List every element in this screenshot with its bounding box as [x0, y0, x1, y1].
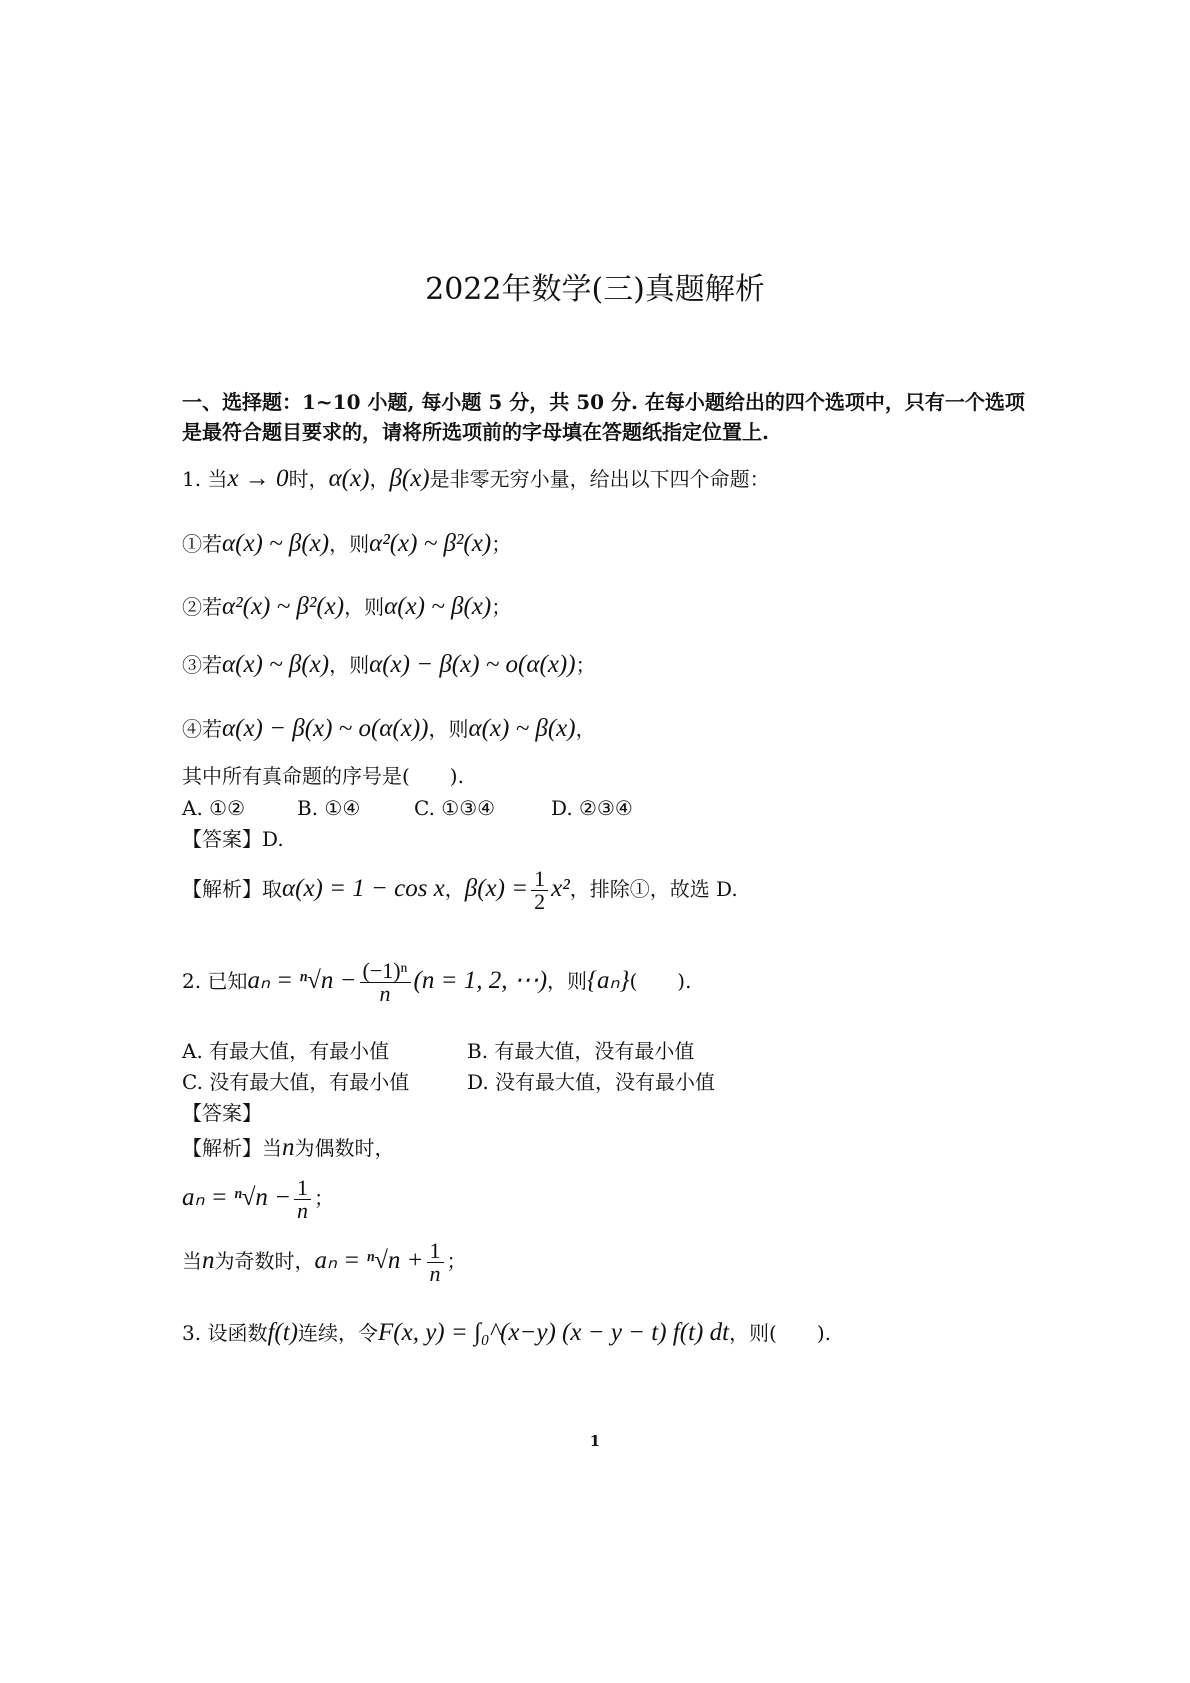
option-b: B. 有最大值，没有最小值	[467, 1039, 695, 1063]
text: 3. 设函数	[182, 1321, 268, 1345]
numerator: (−1)ⁿ	[360, 960, 411, 983]
math: f(t)	[267, 1319, 298, 1346]
text: ，则	[344, 595, 385, 619]
text: ；	[491, 595, 512, 619]
denominator: n	[379, 981, 391, 1006]
question-2-options-row2	[182, 1072, 715, 1092]
proposition-2	[182, 594, 511, 619]
question-3-stem	[182, 1320, 831, 1345]
numerator: 1	[294, 1177, 311, 1200]
denominator: n	[429, 1261, 441, 1286]
fraction	[360, 960, 411, 1005]
question-2-stem	[182, 960, 691, 1005]
page-number: 1	[589, 1432, 601, 1450]
math: {aₙ}	[587, 967, 630, 994]
math: β(x)	[389, 465, 430, 492]
text: ，	[575, 717, 596, 741]
math: F(x, y) = ∫₀^(x−y) (x − y − t) f(t) dt	[378, 1319, 730, 1346]
math: (n = 1, 2, ⋯)	[413, 967, 548, 994]
text: 时，	[288, 467, 329, 491]
text: ③若	[182, 653, 222, 677]
math: α²(x) ~ β²(x)	[222, 593, 345, 620]
text: ，则( ).	[729, 1321, 832, 1345]
section-instructions-line2: 是最符合题目要求的，请将所选项前的字母填在答题纸指定位置上.	[182, 420, 769, 444]
text: ②若	[182, 595, 222, 619]
math: α(x) ~ β(x)	[222, 530, 330, 557]
math: aₙ = ⁿ√n +	[314, 1247, 424, 1274]
text: ④若	[182, 717, 222, 741]
text: 2. 已知	[182, 969, 248, 993]
fraction	[294, 1177, 311, 1222]
section-instructions-line1: 一、选择题：1~10 小题, 每小题 5 分，共 50 分. 在每小题给出的四个选项中，只有一个选项	[182, 390, 1025, 414]
text: ；	[575, 653, 596, 677]
question-2-analysis	[182, 1135, 395, 1160]
math: α(x) − β(x) ~ o(α(x))	[222, 715, 429, 742]
option-a: A. ①②	[182, 796, 246, 820]
option-a: A. 有最大值，有最小值	[182, 1039, 390, 1063]
text: ；	[446, 1249, 467, 1273]
text: ，则	[329, 532, 370, 556]
option-d: D. 没有最大值，没有最小值	[467, 1070, 716, 1094]
question-1-stem: 1. 当x → 0时，α(x)，β(x)是非零无穷小量，给出以下四个命题：	[182, 465, 770, 492]
option-b: B. ①④	[297, 796, 361, 820]
text: ，则	[547, 969, 588, 993]
text: ，则	[329, 653, 370, 677]
even-case-formula	[182, 1177, 334, 1222]
text: 连续，令	[298, 1321, 378, 1345]
math: aₙ = ⁿ√n −	[182, 1184, 292, 1211]
option-c: C. 没有最大值，有最小值	[182, 1070, 410, 1094]
text: ①若	[182, 532, 222, 556]
math: α(x) = 1 − cos x	[282, 875, 445, 902]
text: ；	[491, 532, 512, 556]
question-1-ask: 其中所有真命题的序号是( ).	[182, 764, 464, 788]
question-2-options-row1	[182, 1041, 694, 1061]
text: 为奇数时，	[214, 1249, 315, 1273]
math: n	[282, 1134, 295, 1161]
question-1-options	[182, 798, 633, 818]
math: n	[202, 1247, 215, 1274]
proposition-4	[182, 716, 596, 741]
page-title: 2022年数学(三)真题解析	[425, 272, 765, 307]
text: ，	[444, 877, 465, 901]
proposition-1	[182, 531, 511, 556]
denominator: 2	[534, 889, 546, 914]
math: α²(x) ~ β²(x)	[369, 530, 492, 557]
math: α(x) ~ β(x)	[222, 651, 330, 678]
numerator: 1	[427, 1240, 444, 1263]
question-1-analysis	[182, 868, 738, 913]
text: ；	[314, 1186, 335, 1210]
odd-case-formula	[182, 1240, 467, 1285]
text: 是非零无穷小量，给出以下四个命题：	[429, 467, 770, 491]
option-d: D. ②③④	[551, 796, 633, 820]
text: ，排除①，故选 D.	[569, 877, 738, 901]
text: 为偶数时，	[294, 1136, 395, 1160]
fraction	[427, 1240, 444, 1285]
text: 1. 当	[182, 467, 228, 491]
math: α(x) ~ β(x)	[468, 715, 576, 742]
text: ，则	[428, 717, 469, 741]
math: x → 0	[227, 465, 289, 492]
math: α(x)	[328, 465, 370, 492]
text: ( ).	[629, 969, 692, 993]
question-2-answer: 【答案】	[182, 1101, 262, 1125]
math: β(x) =	[464, 875, 529, 902]
math: x²	[551, 875, 570, 902]
numerator: 1	[531, 868, 548, 891]
denominator: n	[297, 1198, 309, 1223]
math: aₙ = ⁿ√n −	[247, 967, 357, 994]
math: α(x) − β(x) ~ o(α(x))	[369, 651, 576, 678]
math: α(x) ~ β(x)	[384, 593, 492, 620]
proposition-3	[182, 652, 596, 677]
text: 当	[182, 1249, 202, 1273]
question-1-answer: 【答案】D.	[182, 827, 284, 851]
option-c: C. ①③④	[414, 796, 496, 820]
text: 【解析】当	[182, 1136, 282, 1160]
text: 【解析】取	[182, 877, 282, 901]
fraction	[531, 868, 548, 913]
